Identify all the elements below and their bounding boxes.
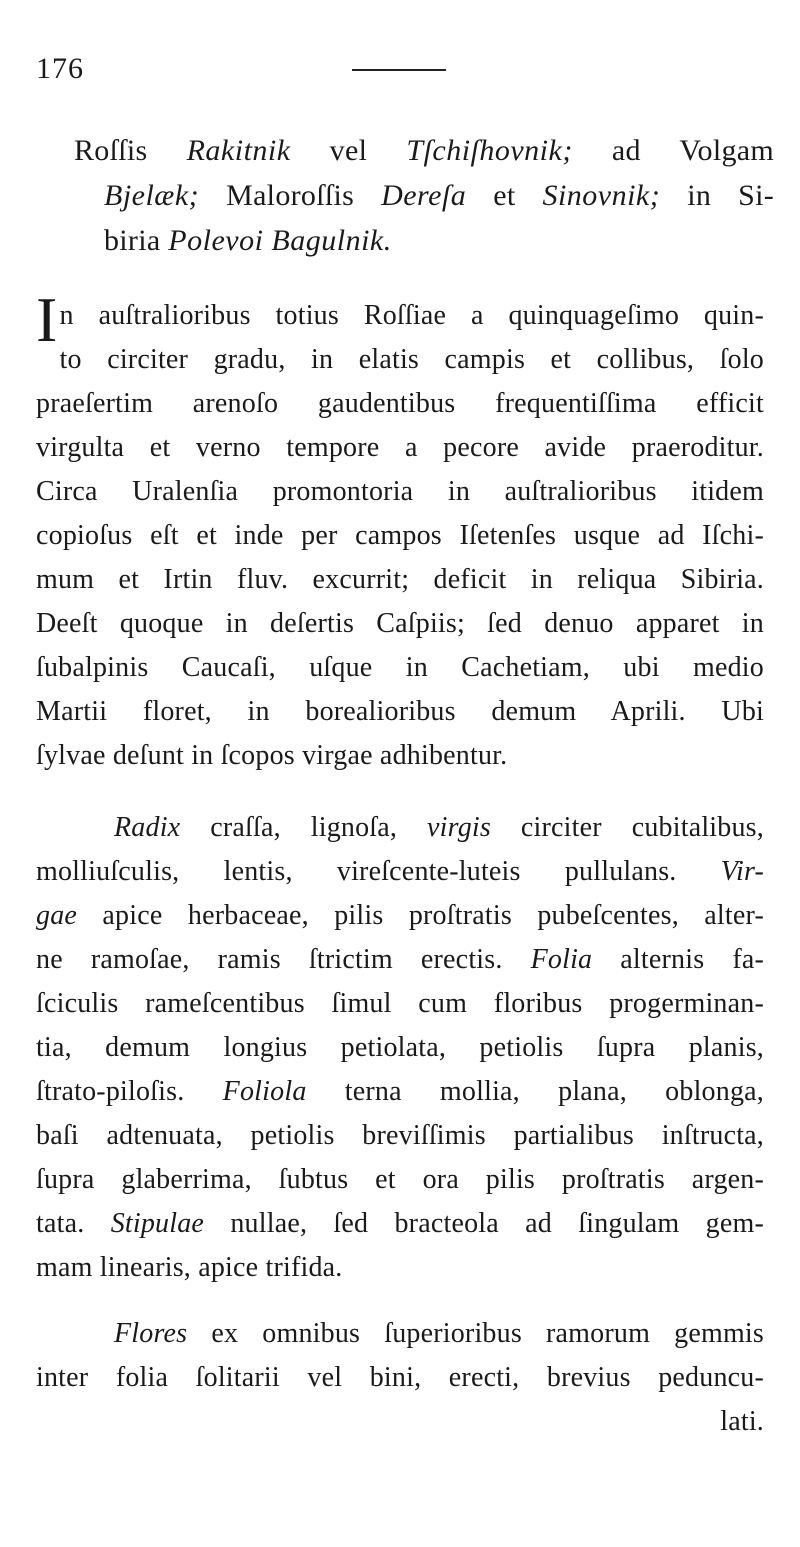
text-line: Flores ex omnibus ſuperioribus ramorum gemmis <box>114 1318 764 1349</box>
text-line: ſubalpinis Caucaſi, uſque in Cachetiam, ubi medio <box>36 652 764 683</box>
text-line: lati. <box>720 1406 764 1437</box>
text-line: praeſertim arenoſo gaudentibus frequentiſſima efficit <box>36 388 764 419</box>
text-line: mum et Irtin fluv. excurrit; deficit in reliqua Sibiria. <box>36 564 764 595</box>
text-line: Martii floret, in borealioribus demum Aprili. Ubi <box>36 696 764 727</box>
names-line: biria Polevoi Bagulnik. <box>104 224 392 257</box>
text-line: molliuſculis, lentis, vireſcente-luteis pullulans. Vir- <box>36 856 764 887</box>
text-line: Circa Uralenſia promontoria in auſtralioribus itidem <box>36 476 764 507</box>
drop-cap: I <box>36 284 58 355</box>
paragraph-description <box>36 806 764 1290</box>
text-line: gae apice herbaceae, pilis proſtratis pubeſcentes, alter- <box>36 900 764 931</box>
text-line: Deeſt quoque in deſertis Caſpiis; ſed denuo apparet in <box>36 608 764 639</box>
page-number: 176 <box>36 52 84 85</box>
text-line: ſtrato-piloſis. Foliola terna mollia, plana, oblonga, <box>36 1076 764 1107</box>
text-line: copioſus eſt et inde per campos Iſetenſes usque ad Iſchi- <box>36 520 764 551</box>
paragraph-distribution <box>36 284 764 778</box>
text-line: tata. Stipulae nullae, ſed bracteola ad ſingulam gem- <box>36 1208 764 1239</box>
header-rule <box>352 69 446 71</box>
names-line: Roſſis Rakitnik vel Tſchiſhovnik; ad Volgam <box>74 134 775 167</box>
text-line: Radix craſſa, lignoſa, virgis circiter cubitalibus, <box>114 812 764 843</box>
text-line: ſupra glaberrima, ſubtus et ora pilis proſtratis argen- <box>36 1164 764 1195</box>
text-line: ſciculis rameſcentibus ſimul cum floribus progerminan- <box>36 988 764 1019</box>
text-line: tia, demum longius petiolata, petiolis ſupra planis, <box>36 1032 764 1063</box>
names-line: Bjelæk; Maloroſſis Dereſa et Sinovnik; in Si- <box>104 179 774 212</box>
text-line: mam linearis, apice trifida. <box>36 1252 343 1283</box>
text-line: to circiter gradu, in elatis campis et collibus, ſolo <box>59 344 764 375</box>
text-line: virgulta et verno tempore a pecore avide praeroditur. <box>36 432 764 463</box>
paragraph-flowers <box>36 1312 764 1444</box>
text-line: ſylvae deſunt in ſcopos virgae adhibentur. <box>36 740 508 771</box>
text-line: baſi adtenuata, petiolis breviſſimis partialibus inſtructa, <box>36 1120 764 1151</box>
text-line: ne ramoſae, ramis ſtrictim erectis. Folia alternis fa- <box>36 944 764 975</box>
text-line: n auſtralioribus totius Roſſiae a quinquageſimo quin- <box>59 300 764 331</box>
vernacular-names-block <box>74 128 774 263</box>
text-line: inter folia ſolitarii vel bini, erecti, brevius peduncu- <box>36 1362 764 1393</box>
